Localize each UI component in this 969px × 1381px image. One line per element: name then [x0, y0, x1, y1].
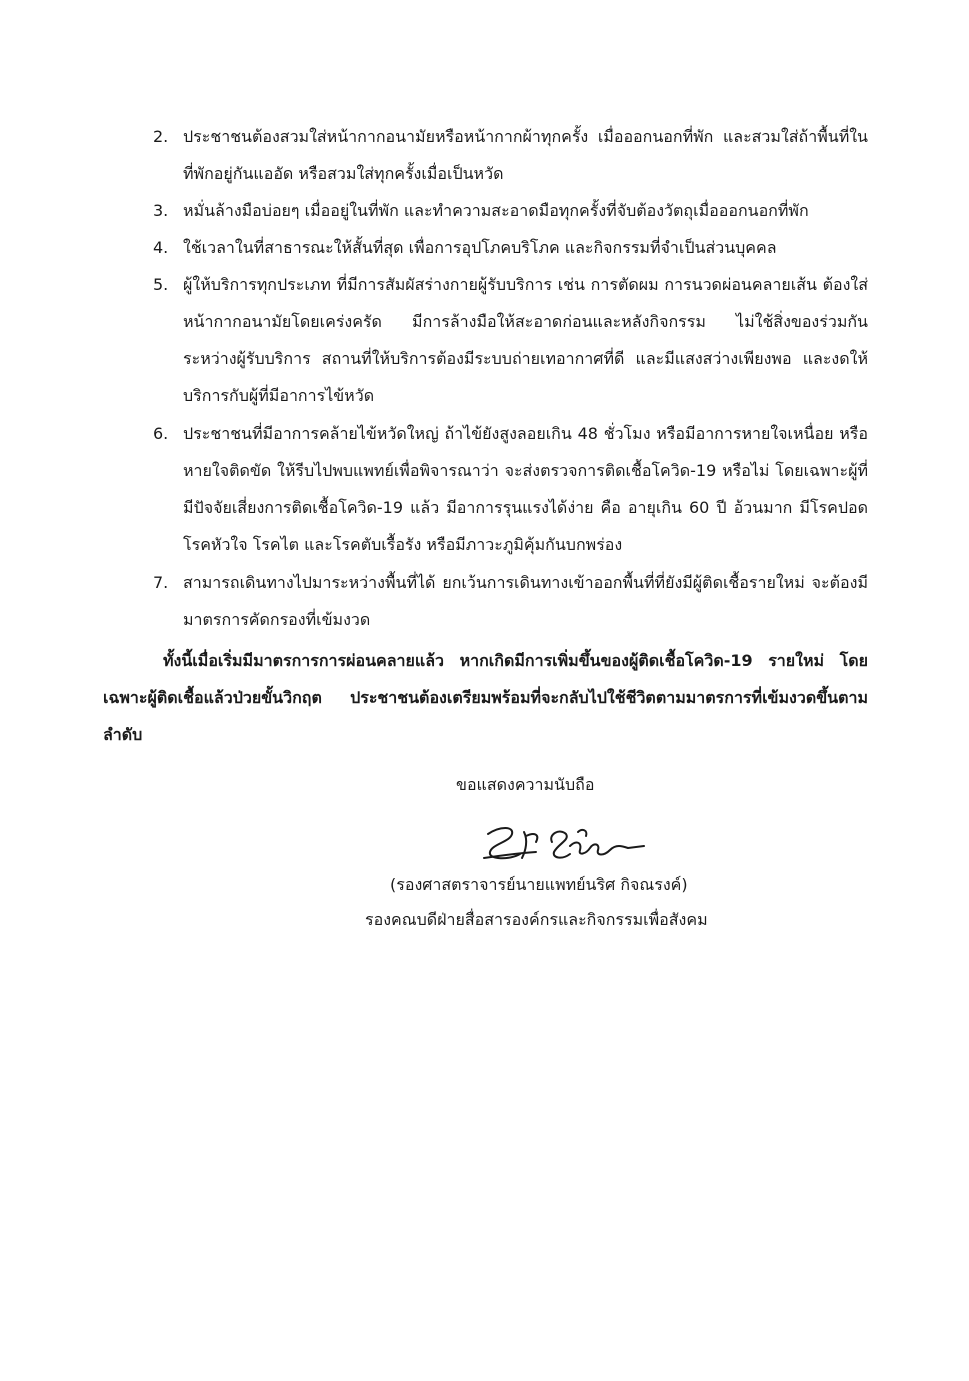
list-item-5 — [153, 266, 868, 414]
list-number: 2. — [153, 127, 169, 146]
relaxation-note: ทั้งนี้เมื่อเริ่มมีมาตรการการผ่อนคลายแล้ว หากเกิดมีการเพิ่มขึ้นของผู้ติดเชื้อโควิด-19 รายใหม่ โดยเฉพาะผู้ติดเชื้อแล้วป่วยขั้นวิกฤต ประชาชนต้องเตรียมพร้อมที่จะกลับไปใช้ชีวิตตามมาตรการที่เข้มงวดขึ้นตามลำดับ — [103, 651, 868, 744]
list-item-2 — [153, 118, 868, 192]
list-text: ผู้ให้บริการทุกประเภท ที่มีการสัมผัสร่างกายผู้รับบริการ เช่น การตัดผม การนวดผ่อนคลายเส้น ต้องใส่หน้ากากอนามัยโดยเคร่งครัด มีการล้างมือให้สะอาดก่อนและหลังกิจกรรม ไม่ใช้สิ่งของร่วมกันระหว่างผู้รับบริการ สถานที่ให้บริการต้องมีระบบถ่ายเทอากาศที่ดี และมีแสงสว่างเพียงพอ และงดให้บริการกับผู้ที่มีอาการไข้หวัด — [183, 275, 868, 405]
list-text: ประชาชนที่มีอาการคล้ายไข้หวัดใหญ่ ถ้าไข้ยังสูงลอยเกิน 48 ชั่วโมง หรือมีอาการหายใจเหนื่อย หรือหายใจติดขัด ให้รีบไปพบแพทย์เพื่อพิจารณาว่า จะส่งตรวจการติดเชื้อโควิด-19 หรือไม่ โดยเฉพาะผู้ที่มีปัจจัยเสี่ยงการติดเชื้อโควิด-19 แล้ว มีอาการรุนแรงได้ง่าย คือ อายุเกิน 60 ปี อ้วนมาก มีโรคปอด โรคหัวใจ โรคไต และโรคตับเรื้อรัง หรือมีภาวะภูมิคุ้มกันบกพร่อง — [183, 424, 868, 554]
list-number: 5. — [153, 275, 169, 294]
closing-salutation: ขอแสดงความนับถือ — [456, 775, 595, 794]
list-item-7 — [153, 564, 868, 638]
list-item-6 — [153, 415, 868, 563]
list-number: 7. — [153, 573, 169, 592]
list-item-4 — [153, 229, 868, 266]
list-text: หมั่นล้างมือบ่อยๆ เมื่ออยู่ในที่พัก และทำความสะอาดมือทุกครั้งที่จับต้องวัตถุเมื่อออกนอกที่พัก — [183, 201, 809, 220]
list-text: ประชาชนต้องสวมใส่หน้ากากอนามัยหรือหน้ากากผ้าทุกครั้ง เมื่อออกนอกที่พัก และสวมใส่ถ้าพื้นที่ในที่พักอยู่กันแออัด หรือสวมใส่ทุกครั้งเมื่อเป็นหวัด — [183, 127, 868, 183]
signer-name: (รองศาสตราจารย์นายแพทย์นริศ กิจณรงค์) — [390, 875, 688, 894]
list-number: 4. — [153, 238, 169, 257]
list-number: 3. — [153, 201, 169, 220]
list-text: ใช้เวลาในที่สาธารณะให้สั้นที่สุด เพื่อการอุปโภคบริโภค และกิจกรรมที่จำเป็นส่วนบุคคล — [183, 238, 777, 257]
list-text: สามารถเดินทางไปมาระหว่างพื้นที่ได้ ยกเว้นการเดินทางเข้าออกพื้นที่ที่ยังมีผู้ติดเชื้อรายใหม่ จะต้องมีมาตรการคัดกรองที่เข้มงวด — [183, 573, 868, 629]
handwritten-signature — [478, 818, 648, 868]
list-number: 6. — [153, 424, 169, 443]
signer-title: รองคณบดีฝ่ายสื่อสารองค์กรและกิจกรรมเพื่อสังคม — [365, 910, 708, 929]
list-item-3 — [153, 192, 868, 229]
